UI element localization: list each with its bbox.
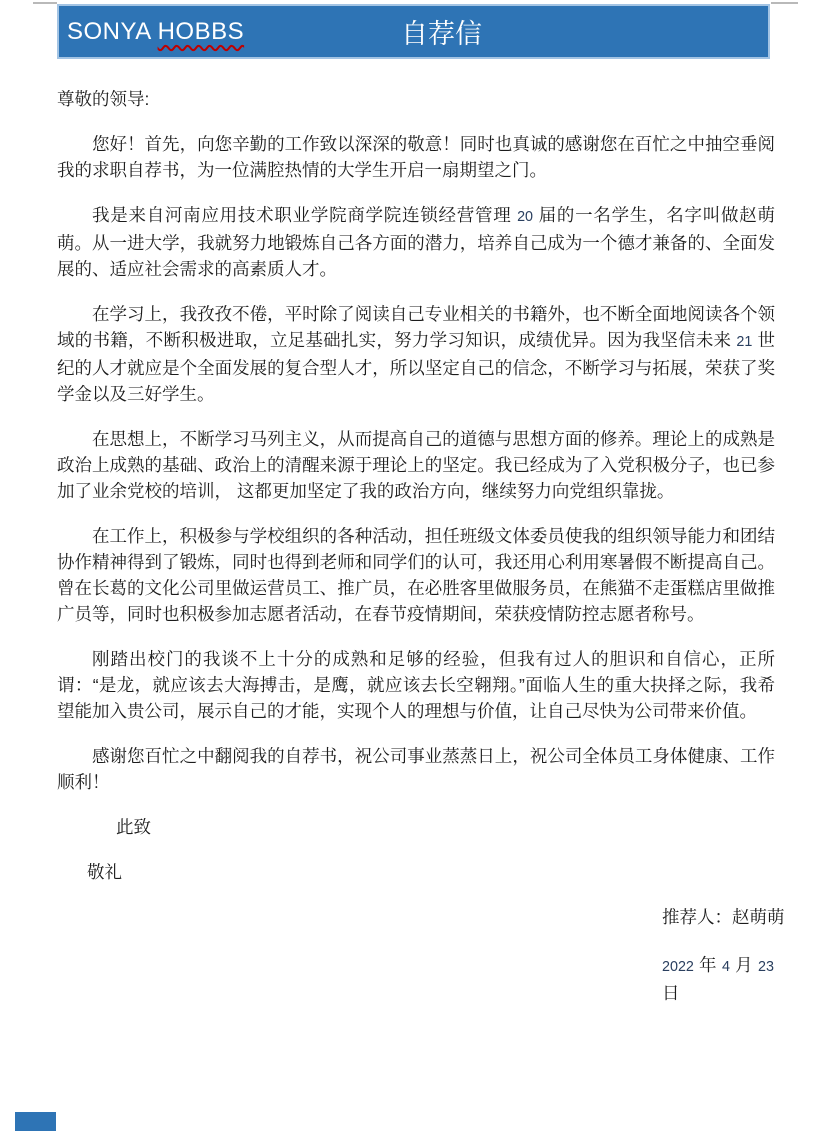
signer-line: 推荐人：赵萌萌 [662, 907, 785, 927]
paragraph-ideology: 在思想上，不断学习马列主义，从而提高自己的道德与思想方面的修养。理论上的成熟是政治上成熟的基础、政治上的清醒来源于理论上的坚定。我已经成为了入党积极分子，也已参加了业余党校的培训， 这都更加坚定了我的政治方向，继续努力向党组织靠拢。 [57, 429, 775, 501]
next-page-banner-fragment [15, 1112, 56, 1131]
header-banner [57, 4, 770, 59]
paragraph-work: 在工作上，积极参与学校组织的各种活动，担任班级文体委员使我的组织领导能力和团结协作精神得到了锻炼，同时也得到老师和同学们的认可，我还用心利用寒暑假不断提高自己。曾在长葛的文化公司里做运营员工、推广员，在必胜客里做服务员，在熊猫不走蛋糕店里做推广员等，同时也积极参加志愿者活动，在春节疫情期间，荣获疫情防控志愿者称号。 [57, 526, 775, 624]
page-edge-line-left [33, 2, 57, 4]
letter-body [57, 86, 785, 1006]
paragraph-introduction: 我是来自河南应用技术职业学院商学院连锁经营管理 20 届的一名学生，名字叫做赵萌萌。从一进大学，我就努力地锻炼自己各方面的潜力，培养自己成为一个德才兼备的、全面发展的、适应社会需求的高素质人才。 [57, 205, 775, 279]
author-first-name: SONYA [67, 17, 158, 45]
closing-jingli: 敬礼 [87, 862, 122, 882]
author-name [67, 18, 244, 46]
closing-cizhi: 此致 [116, 817, 151, 837]
date-block [662, 952, 774, 1006]
date-line-1: 2022 年 4 月 23 [662, 955, 774, 975]
paragraph-greeting: 您好！首先，向您辛勤的工作致以深深的敬意！同时也真诚的感谢您在百忙之中抽空垂阅我的求职自荐书，为一位满腔热情的大学生开启一扇期望之门。 [57, 134, 775, 180]
salutation: 尊敬的领导: [57, 89, 150, 109]
author-last-name: HOBBS [157, 17, 245, 45]
signature-block [57, 904, 785, 1006]
page-edge-line-right [771, 2, 798, 4]
paragraph-aspiration: 刚踏出校门的我谈不上十分的成熟和足够的经验，但我有过人的胆识和自信心，正所谓：“是龙，就应该去大海搏击，是鹰，就应该去长空翱翔。”面临人生的重大抉择之际，我希望能加入贵公司，展示自己的才能，实现个人的理想与价值，让自己尽快为公司带来价值。 [57, 649, 775, 721]
document-title: 自荐信 [401, 19, 482, 49]
paragraph-study: 在学习上，我孜孜不倦，平时除了阅读自己专业相关的书籍外，也不断全面地阅读各个领域的书籍，不断积极进取，立足基础扎实，努力学习知识，成绩优异。因为我坚信未来 21 世纪的人才就应是个全面发展的复合型人才，所以坚定自己的信念，不断学习与拓展，荣获了奖学金以及三好学生。 [57, 304, 775, 404]
date-line-2: 日 [662, 983, 680, 1003]
paragraph-thanks: 感谢您百忙之中翻阅我的自荐书，祝公司事业蒸蒸日上，祝公司全体员工身体健康、工作顺利！ [57, 746, 775, 792]
